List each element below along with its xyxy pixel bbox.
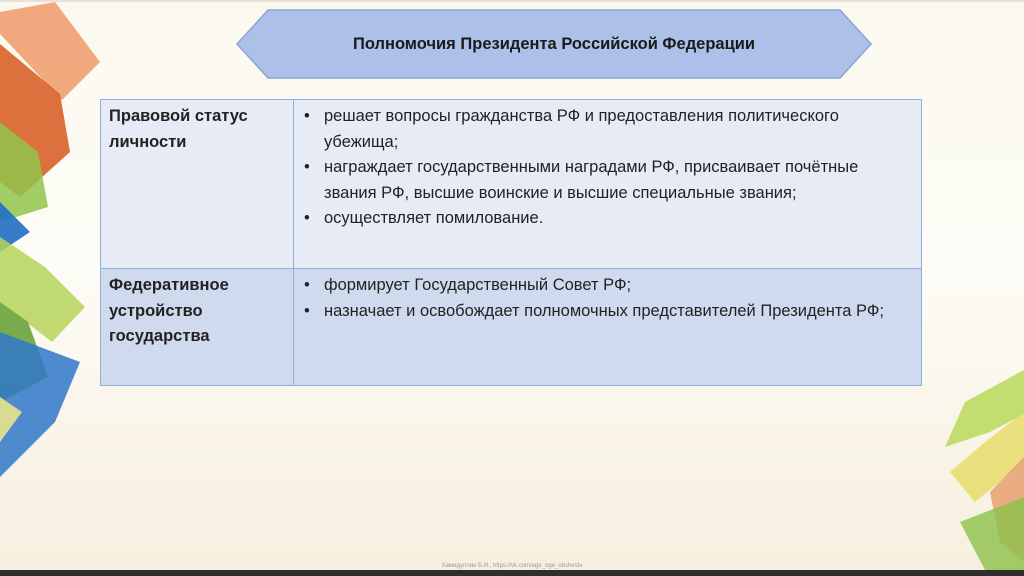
powers-table	[100, 99, 922, 386]
bullet-icon: •	[304, 209, 310, 227]
bullet-list	[302, 104, 915, 232]
list-item	[302, 104, 915, 155]
table-row	[101, 269, 922, 386]
list-item	[302, 299, 915, 325]
bullet-icon: •	[304, 107, 310, 125]
title-banner	[236, 9, 872, 79]
table-row	[101, 100, 922, 269]
footer-credit: Хамидуллин Б.И., https://vk.com/ege_oge_obshestv	[441, 563, 583, 569]
list-item-text: решает вопросы гражданства РФ и предоставления политического убежища;	[324, 107, 839, 151]
row-items	[294, 269, 922, 386]
row-label: Правовой статус личности	[101, 100, 294, 269]
row-items	[294, 100, 922, 269]
bullet-icon: •	[304, 158, 310, 176]
bullet-list	[302, 273, 915, 324]
bullet-icon: •	[304, 276, 310, 294]
bullet-icon: •	[304, 301, 310, 320]
list-item	[302, 273, 915, 299]
page-title: Полномочия Президента Российской Федерации	[352, 35, 756, 53]
list-item-text: награждает государственными наградами РФ, присваивает почётные звания РФ, высшие воинские и высшие специальные звания;	[324, 158, 859, 202]
list-item-text: формирует Государственный Совет РФ;	[324, 276, 632, 294]
row-label: Федеративное устройство государства	[101, 269, 294, 386]
list-item	[302, 206, 915, 232]
list-item-text: осуществляет помилование.	[324, 209, 544, 227]
list-item-text: назначает и освобождает полномочных представителей Президента РФ;	[324, 301, 884, 320]
list-item	[302, 155, 915, 206]
bottom-bar	[0, 570, 1024, 576]
